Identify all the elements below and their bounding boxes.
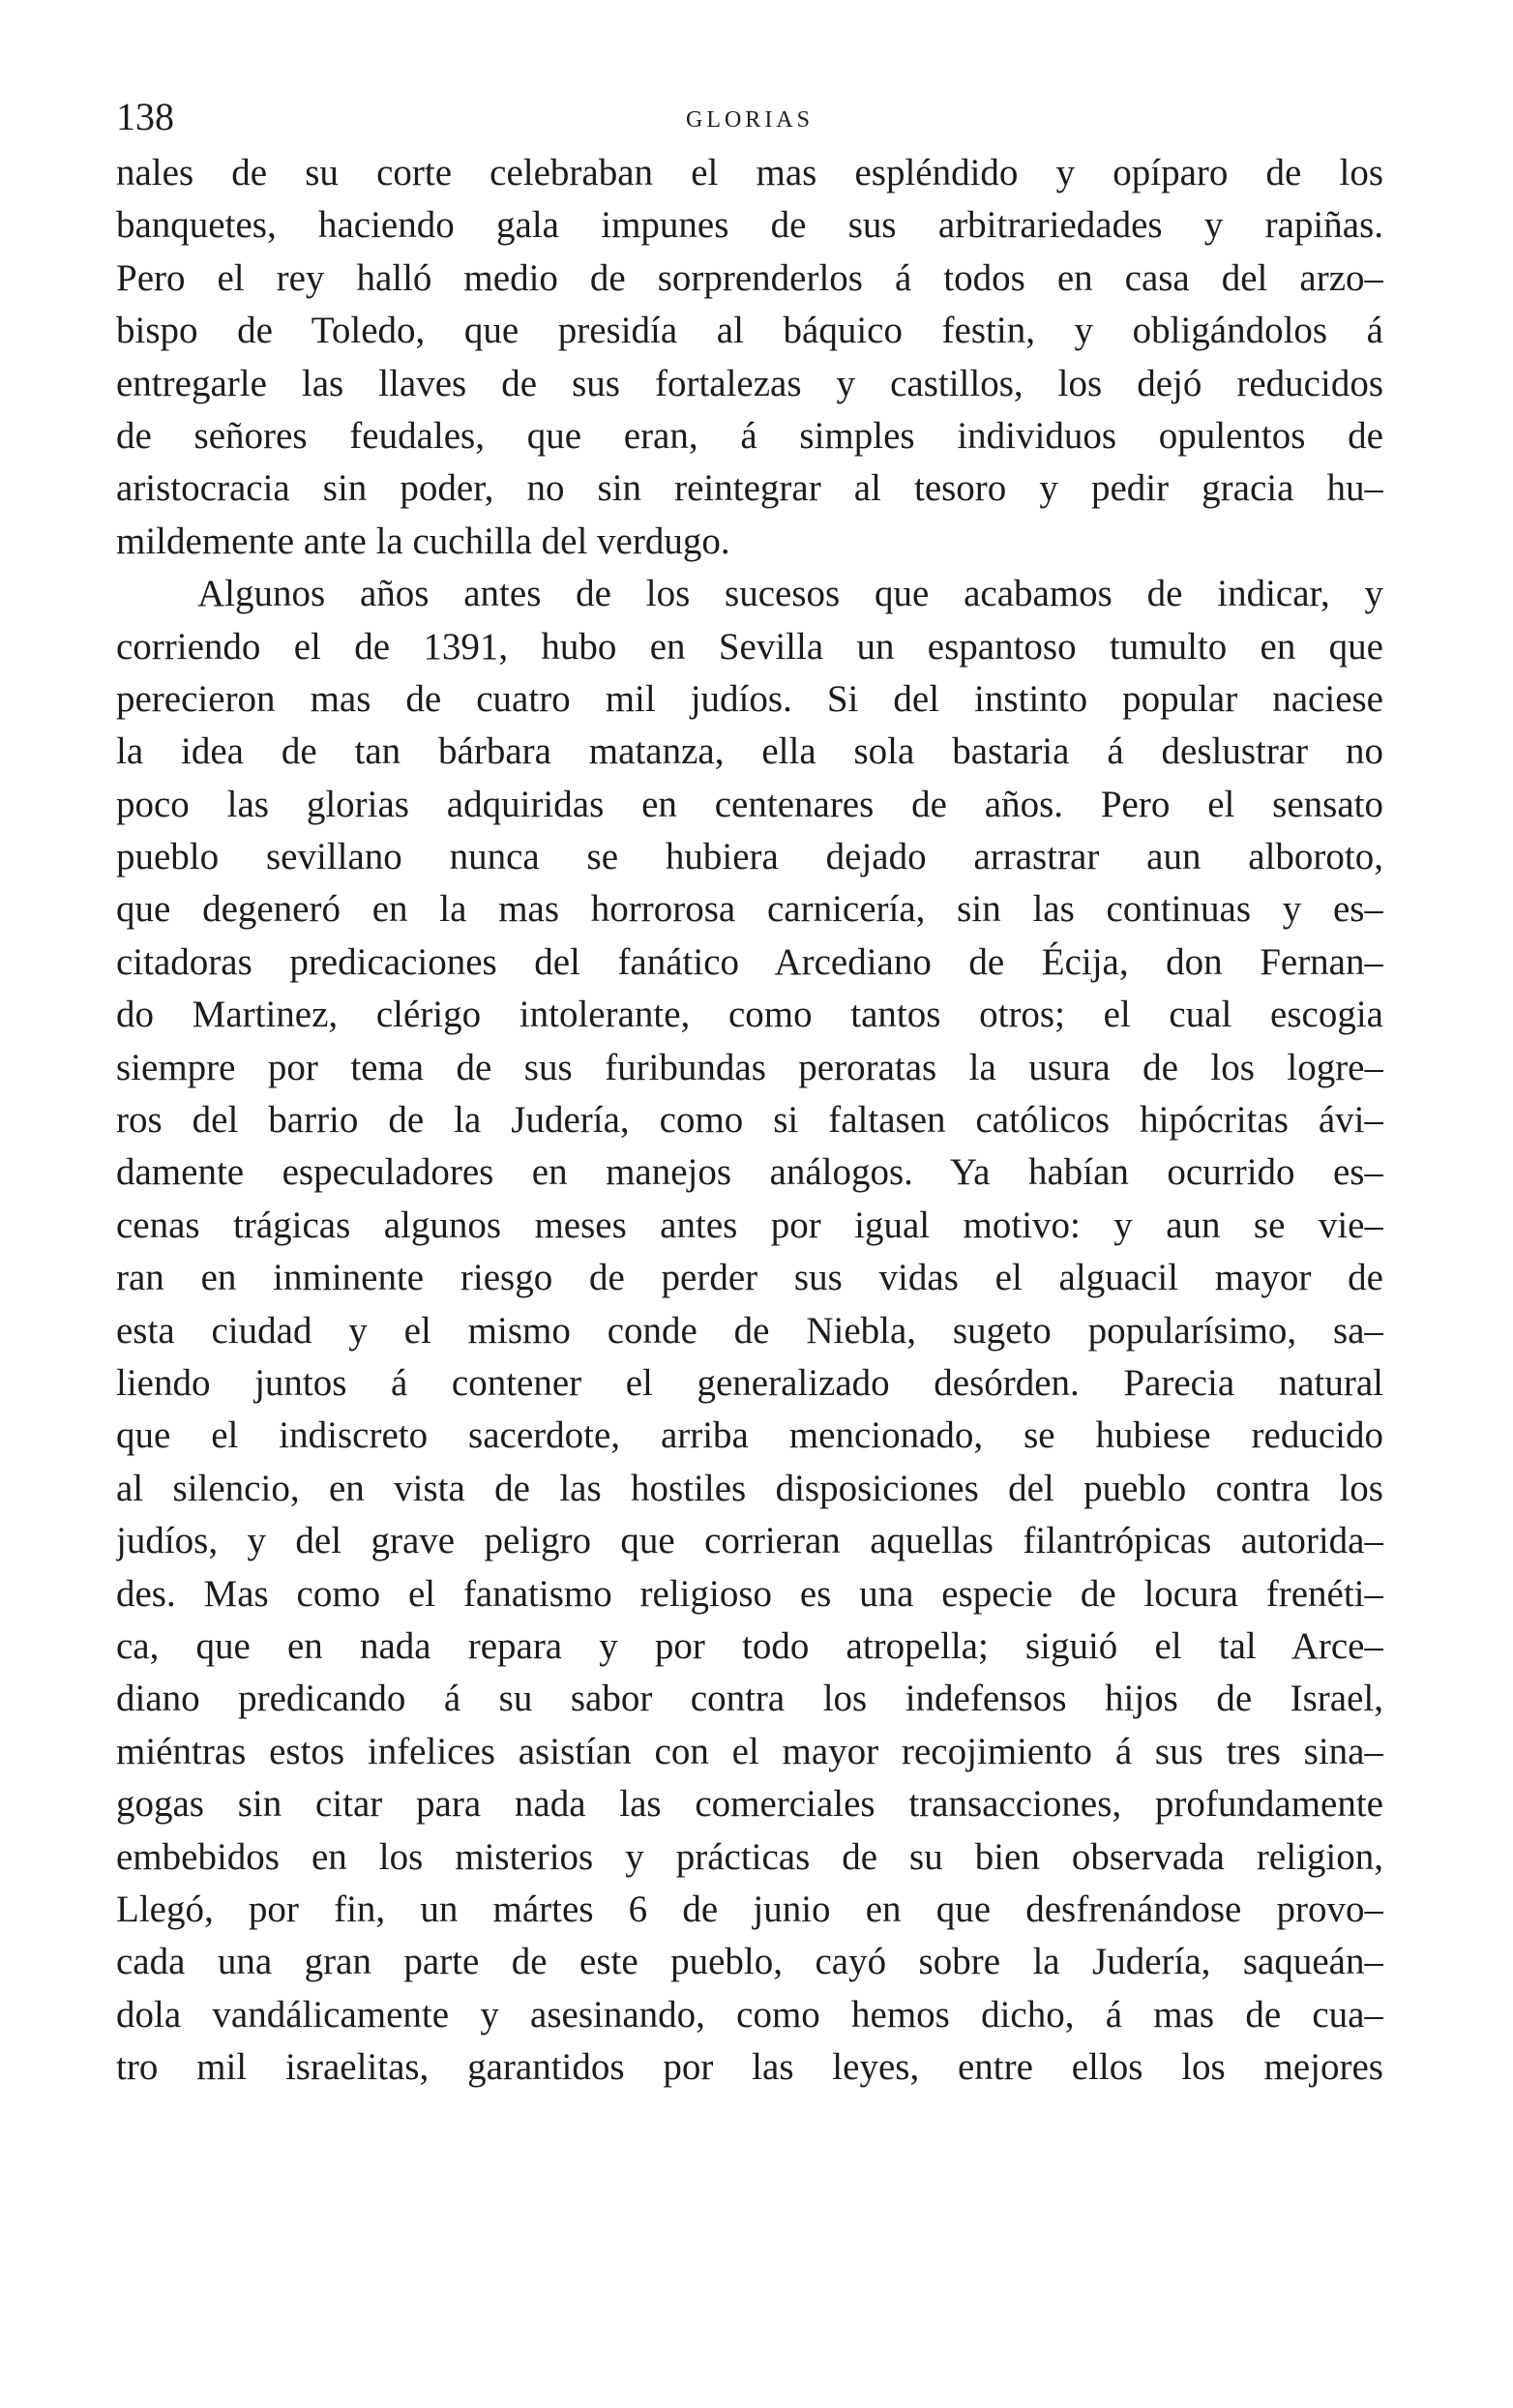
text-line: que el indiscreto sacerdote, arriba mencionado, se hubiese reducido <box>116 1414 1383 1457</box>
text-line: ran en inminente riesgo de perder sus vidas el alguacil mayor de <box>116 1257 1383 1299</box>
text-line: nales de su corte celebraban el mas espléndido y opíparo de los <box>116 152 1383 193</box>
paragraph <box>116 147 1383 568</box>
text-line: judíos, y del grave peligro que corrieran aquellas filantrópicas autorida– <box>116 1520 1383 1562</box>
text-line: bispo de Toledo, que presidía al báquico festin, y obligándolos á <box>116 310 1383 352</box>
body-text <box>116 147 1383 2094</box>
text-line: siempre por tema de sus furibundas peroratas la usura de los logre– <box>116 1046 1383 1088</box>
text-line: damente especuladores en manejos análogos. Ya habían ocurrido es– <box>116 1151 1383 1194</box>
text-line: do Martinez, clérigo intolerante, como tantos otros; el cual escogia <box>116 994 1383 1036</box>
text-line: perecieron mas de cuatro mil judíos. Si del instinto popular naciese <box>116 677 1383 720</box>
text-line: Algunos años antes de los sucesos que acabamos de indicar, y <box>197 573 1383 615</box>
text-line: cada una gran parte de este pueblo, cayó sobre la Judería, saqueán– <box>116 1941 1383 1983</box>
text-line: embebidos en los misterios y prácticas de su bien observada religion, <box>116 1835 1383 1878</box>
text-line: mildemente ante la cuchilla del verdugo. <box>116 520 730 562</box>
paragraph <box>116 568 1383 2094</box>
text-line: esta ciudad y el mismo conde de Niebla, sugeto popularísimo, sa– <box>116 1309 1383 1352</box>
text-line: citadoras predicaciones del fanático Arcediano de Écija, don Fernan– <box>116 940 1383 983</box>
text-line: Pero el rey halló medio de sorprenderlos á todos en casa del arzo– <box>116 256 1383 299</box>
text-line: poco las glorias adquiridas en centenares de años. Pero el sensato <box>116 783 1383 825</box>
text-line: des. Mas como el fanatismo religioso es una especie de locura frenéti– <box>116 1572 1383 1615</box>
running-head <box>116 93 1383 141</box>
text-line: al silencio, en vista de las hostiles disposiciones del pueblo contra los <box>116 1467 1383 1509</box>
text-line: dola vandálicamente y asesinando, como hemos dicho, á mas de cua– <box>116 1993 1383 2036</box>
text-line: tro mil israelitas, garantidos por las leyes, entre ellos los mejores <box>116 2046 1383 2089</box>
text-line: ca, que en nada repara y por todo atropella; siguió el tal Arce– <box>116 1624 1383 1667</box>
text-line: miéntras estos infelices asistían con el mayor recojimiento á sus tres sina– <box>116 1730 1383 1772</box>
text-line: que degeneró en la mas horrorosa carnicería, sin las continuas y es– <box>116 888 1383 931</box>
text-line: gogas sin citar para nada las comerciales transacciones, profundamente <box>116 1783 1383 1826</box>
text-line: banquetes, haciendo gala impunes de sus arbitrariedades y rapiñas. <box>116 204 1383 247</box>
text-line: liendo juntos á contener el generalizado desórden. Parecia natural <box>116 1361 1383 1404</box>
text-line: ros del barrio de la Judería, como si faltasen católicos hipócritas ávi– <box>116 1099 1383 1142</box>
book-page <box>116 93 1383 2094</box>
text-line: pueblo sevillano nunca se hubiera dejado arrastrar aun alboroto, <box>116 836 1383 878</box>
text-line: la idea de tan bárbara matanza, ella sola bastaria á deslustrar no <box>116 730 1383 773</box>
text-line: Llegó, por fin, un mártes 6 de junio en que desfrenándose provo– <box>116 1888 1383 1930</box>
text-line: aristocracia sin poder, no sin reintegrar al tesoro y pedir gracia hu– <box>116 467 1383 510</box>
text-line: cenas trágicas algunos meses antes por igual motivo: y aun se vie– <box>116 1204 1383 1246</box>
text-line: diano predicando á su sabor contra los indefensos hijos de Israel, <box>116 1678 1383 1720</box>
page-number: 138 <box>116 95 174 138</box>
text-line: entregarle las llaves de sus fortalezas y castillos, los dejó reducidos <box>116 362 1383 404</box>
text-line: de señores feudales, que eran, á simples individuos opulentos de <box>116 414 1383 457</box>
running-title: GLORIAS <box>685 107 814 133</box>
text-line: corriendo el de 1391, hubo en Sevilla un espantoso tumulto en que <box>116 625 1383 668</box>
